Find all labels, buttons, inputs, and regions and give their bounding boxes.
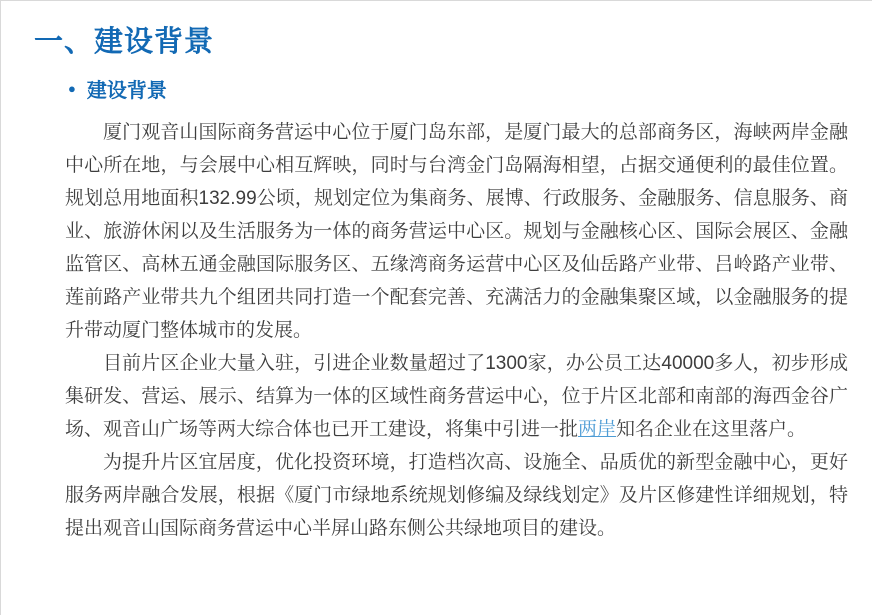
section-title: 一、建设背景 <box>34 26 215 58</box>
paragraph-1 <box>65 116 848 347</box>
bullet-icon: ● <box>68 81 76 96</box>
liangan-link[interactable]: 两岸 <box>578 419 617 440</box>
paragraph-2-text-after: 知名企业在这里落户。 <box>616 419 807 440</box>
document-body <box>65 116 848 545</box>
subsection-heading <box>68 74 872 103</box>
paragraph-3-text: 为提升片区宜居度，优化投资环境，打造档次高、设施全、品质优的新型金融中心，更好服务两岸融合发展，根据《厦门市绿地系统规划修编及绿线划定》及片区修建性详细规划，特提出观音山国际商务营运中心半屏山路东侧公共绿地项目的建设。 <box>65 452 848 539</box>
paragraph-2 <box>65 347 848 446</box>
paragraph-2-text-before: 目前片区企业大量入驻，引进企业数量超过了1300家，办公员工达40000多人，初步形成集研发、营运、展示、结算为一体的区域性商务营运中心，位于片区北部和南部的海西金谷广场、观音山广场等两大综合体也已开工建设，将集中引进一批 <box>65 353 848 440</box>
paragraph-1-text: 厦门观音山国际商务营运中心位于厦门岛东部，是厦门最大的总部商务区，海峡两岸金融中心所在地，与会展中心相互辉映，同时与台湾金门岛隔海相望，占据交通便利的最佳位置。规划总用地面积132.99公顷，规划定位为集商务、展博、行政服务、金融服务、信息服务、商业、旅游休闲以及生活服务为一体的商务营运中心区。规划与金融核心区、国际会展区、金融监管区、高林五通金融国际服务区、五缘湾商务运营中心区及仙岳路产业带、吕岭路产业带、莲前路产业带共九个组团共同打造一个配套完善、充满活力的金融集聚区域，以金融服务的提升带动厦门整体城市的发展。 <box>65 122 848 341</box>
paragraph-3 <box>65 446 848 545</box>
subsection-title: 建设背景 <box>86 80 167 102</box>
